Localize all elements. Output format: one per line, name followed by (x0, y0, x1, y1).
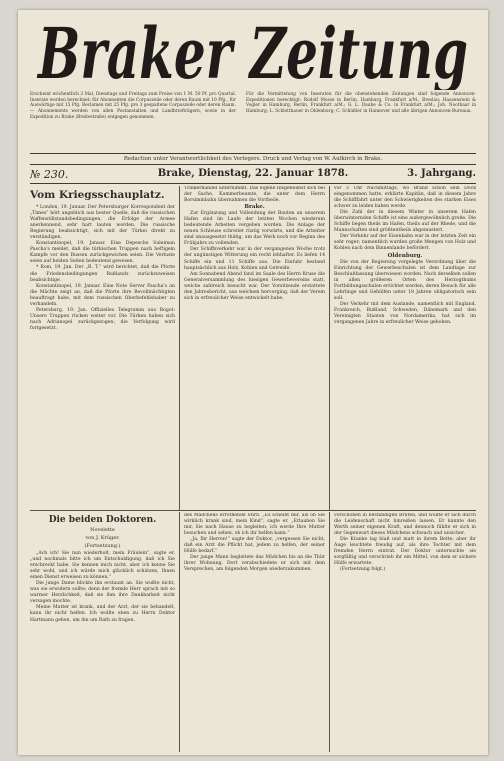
story-paragraph: vorschoben in beständigen Brüten, und wollte er sich durch die Leidenschaft nicht hinreißen lassen. Er kannte den Werth seiner eigenen Kraft, und dennoch fühlte er sich in der Gegenwart dieses Mädchens schwach und unsicher. (334, 513, 476, 537)
story-paragraph: (Fortsetzung folgt.) (340, 567, 386, 573)
war-column (30, 186, 175, 508)
local-paragraph: Der Schiffsverkehr war in der vergangenen Woche trotz der ungünstigen Witterung ein recht lebhafter. Es liefen 14 Schiffe ein und 11 Schiffe aus. Die Einfuhr bestand hauptsächlich aus Holz, Kohlen und Getreide. (184, 247, 325, 271)
column-divider-4 (329, 512, 330, 752)
war-paragraph: * London, 19. Januar. Der Petersburger Korrespondent der „Times“ hört angeblich aus bester Quelle, daß die russischen Waffenstillstandsbedingungen, die Erfolge der Armee anerkennend, sehr hart lauten werden. Die russische Regierung beabsichtigt, sich mit der Türkei direkt zu verständigen. (30, 205, 175, 241)
issue-date: Brake, Dienstag, 22. Januar 1878. (157, 168, 349, 179)
column-divider-3 (179, 512, 180, 752)
local-heading: Brake. (244, 204, 265, 211)
story-paragraph: Die Kranke lag blaß und matt in ihrem Bette; aber ihr Auge leuchtete freudig auf, als ihre Tochter mit dem fremden Herrn eintrat. Der Doktor untersuchte sie sorgfältig und verschrieb ihr ein Mittel, von dem er sichere Hülfe erwartete. (334, 537, 476, 567)
story-paragraph: Der junge Mann begleitete das Mädchen bis an die Thür ihrer Wohnung. Dort verabschiedete er sich mit dem Versprechen, am folgenden Morgen wiederzukommen. (184, 555, 325, 573)
story-paragraph: des Mädchens erröthende Stirn. „Es scheint mir, als ob Sie wirklich krank sind, mein Kind“, sagte er. „Erlauben Sie mir, Sie nach Hause zu begleiten; ich werde Ihre Mutter besuchen und sehen, ob ich ihr helfen kann.“ (184, 513, 325, 537)
war-heading: Vom Kriegsschauplatz. (30, 189, 165, 201)
local-paragraph: Zur Ergänzung und Vollendung der Bauten an unserem Hafen sind im Laufe der letzten Wochen wiederum bedeutende Arbeiten vergeben worden. Die Anlage der neuen Schleuse schreitet rüstig vorwärts, und die Arbeiter sind unausgesetzt thätig, um das Werk noch vor Beginn des Frühjahrs zu vollenden. (184, 211, 325, 247)
issue-meta (30, 166, 476, 182)
story-paragraph: „Ach ich! Sie nun wiederholt, mein Fräulein“, sagte er, „und nochmals bitte ich um Entschuldigung, daß ich Sie erschreckt habe. Sie kennen mich nicht, aber ich kenne Sie sehr wohl, und ich würde mich glücklich schätzen, Ihnen einen Dienst erweisen zu können.“ (30, 551, 175, 581)
war-paragraph: Konstantinopel, 19. Januar. Eine Note Server Pascha's an die Mächte zeigt an, daß die Pforte ihre Bevollmächtigten beauftragt habe, mit dem russischen Oberbefehlshaber zu verhandeln. (30, 283, 175, 307)
masthead-title-svg (30, 16, 476, 90)
war-paragraph: Petersburg, 19. Jan. Offizielles Telegramm aus Bogot: Unsere Truppen rücken weiter vor. Die Türken haben sich nach Adrianopel zurückgezogen; die Verfolgung wird fortgesetzt. (30, 307, 175, 331)
local-column (184, 186, 325, 508)
story-subtitle: Novelette (90, 527, 115, 533)
rule-meta (30, 183, 476, 184)
feuilleton-rule (30, 510, 476, 511)
rule-imprint (30, 164, 476, 165)
story-column (30, 513, 175, 751)
masthead-title: Braker Zeitung (36, 16, 468, 90)
story-paragraph: „Ja, Ihr Herren!“ sagte der Doktor, „vergessen Sie nicht, daß ein Arzt die Pflicht hat, jedem zu helfen, der seiner Hülfe bedarf.“ (184, 537, 325, 555)
regional-column (334, 186, 476, 508)
imprint-line: Redaction unter Verantwortlichkeit des Verlegers. Druck und Verlag von W. Aufkirch in Brake. (123, 156, 383, 162)
regional-paragraph: Der Verkehr auf der Eisenbahn war in der letzten Zeit ein sehr reger; namentlich wurden große Mengen von Holz und Kohlen nach dem Binnenlande befördert. (334, 234, 476, 252)
issue-number: № 230. (30, 168, 69, 181)
regional-heading: Oldenburg. (387, 252, 423, 259)
local-paragraph: Am Sonnabend Abend fand im Saale des Herrn Kruse die Generalversammlung des hiesigen Gewerbevereins statt, welche zahlreich besucht war. Der Vorsitzende erstattete den Jahresbericht, aus welchem hervorging, daß der Verein sich in erfreulicher Weise entwickelt habe. (184, 271, 325, 301)
regional-paragraph: vor 3 Uhr Nachmittags, wo Brand schon sein Dock eingenommen hatte, erklärte Kapitän, daß in diesem Jahre die Schifffahrt unter den Schwierigkeiten des starken Eises schwer zu leiden haben werde. (334, 186, 476, 210)
story-paragraph: Meine Mutter ist krank, und der Arzt, der sie behandelt, kann ihr nicht helfen. Ich wollte eben zu Herrn Doktor Hartmann gehen, um ihn um Rath zu fragen. (30, 605, 175, 623)
newspaper-page (18, 10, 488, 755)
rule-top (30, 153, 476, 154)
subscription-info: Erscheint wöchentlich 3 Mal, Dienstags und Freitags zum Preise von 1 M. 50 Pf. pro Quartal. Inserate werden berechnet: für Abonnenten die Corpuszeile oder deren Raum mit 10 Pfg., für Auswärtige mit 15 Pfg. Reclamen mit 25 Pfg. pro 3 gespaltene Corpuszeile oder deren Raum. — Abonnements werden von allen Postanstalten und Landbriefträgern, sowie in der Expedition zu Brake (Breitestraße) entgegen genommen. (30, 92, 236, 120)
story-author: von J. Krüger. (85, 535, 120, 541)
war-paragraph: * Rom, 19. Jan. Der „R. T.“ wird berichtet, daß die Pforte die Friedensbedingungen Rußlands zurückzuweisen beabsichtige. (30, 265, 175, 283)
story-title: Die beiden Doktoren. (48, 515, 157, 525)
advertising-info: Für die Vermittelung von Inseraten für die obenstehenden Zeitungen sind folgende Annoncen-Expeditionen berechtigt: Rudolf Mosse in Berlin, Hamburg, Frankfurt a/M., Breslau; Haasenstein & Vogler in Hamburg, Berlin, Frankfurt a/M.; G. L. Daube & Co. in Frankfurt a/M.; Joh. Nootbaar in Hamburg; L. Schlotthauer in Oldenburg; C. Schüßler in Hannover und alle übrigen Annoncen-Bureaux. (246, 92, 476, 115)
issue-year: 3. Jahrgang. (407, 168, 476, 179)
war-paragraph: Konstantinopel, 19. Januar. Eine Depesche Suleiman Pascha's meldet, daß die türkischen Truppen nach heftigem Kampfe vor den Russen zurückgewichen seien. Die Verluste seien auf beiden Seiten bedeutend gewesen. (30, 241, 175, 265)
regional-paragraph: Die Zahl der in diesem Winter in unserem Hafen überwinternden Schiffe ist eine außergewöhnlich große. Die Schiffe liegen theils im Hafen, theils auf der Rhede, und die Mannschaften sind größtentheils abgemustert. (334, 210, 476, 234)
column-divider-2 (329, 186, 330, 510)
masthead (30, 16, 476, 90)
regional-paragraph: Die von der Regierung vorgelegte Verordnung über die Einrichtung der Gewerbeschulen ist dem Landtage zur Beschlußfassung überwiesen worden. Nach derselben sollen in allen größeren Orten des Herzogthums Fortbildungsschulen errichtet werden, deren Besuch für alle Lehrlinge und Gehülfen unter 18 Jahren obligatorisch sein soll. (334, 259, 476, 301)
story-column-2 (184, 513, 325, 751)
local-paragraph: Trinkerhandel unternimmt. Das eigene Insgeheimst sich bei der Sache, Kammerbeamte, die unter dem Herrn Borsimmbahn übernahmen die Vortheile. (184, 186, 325, 204)
story-continued: (Fortsetzung.) (84, 543, 121, 549)
column-divider-1 (179, 186, 180, 510)
story-column-3 (334, 513, 476, 751)
story-paragraph: Die junge Dame blickte ihn erstaunt an. Sie wußte nicht, was sie erwidern sollte; denn der fremde Herr sprach mit so warmer Herzlichkeit, daß sie ihm ihre Dankbarkeit nicht versagen mochte. (30, 581, 175, 605)
regional-paragraph: Der Verkehr mit dem Auslande, namentlich mit England, Frankreich, Rußland, Schweden, Dänemark und den Vereinigten Staaten von Nordamerika, hat sich im vergangenen Jahre in erfreulicher Weise gehoben. (334, 301, 476, 325)
